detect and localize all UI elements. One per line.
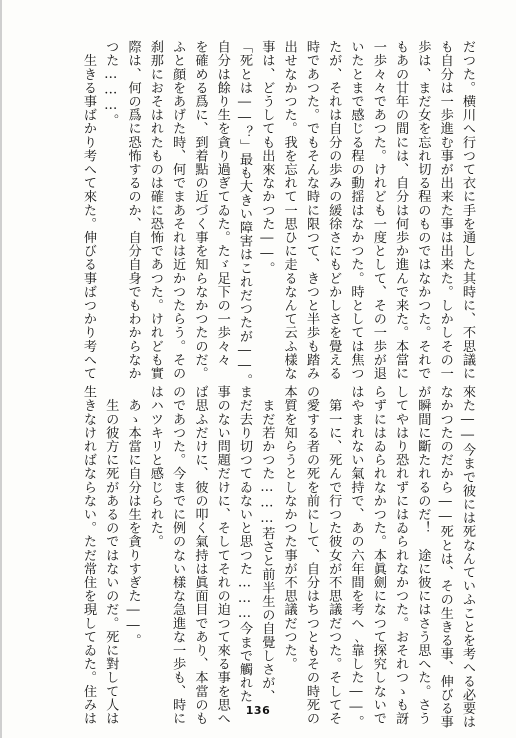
text-column: 來た――今まで彼には死なんていふことを考へる必要は	[460, 385, 475, 729]
text-column: なかつたのだから――死とは、その生きる事、伸びる事	[437, 385, 453, 729]
text-column: 際は、何の爲に恐怖するのか、自分自身でもわからなか	[125, 40, 141, 380]
text-column: 出せなかつた。我を忘れて一思ひに走るなんて云ふ樣な	[281, 40, 297, 380]
text-column: 自分は餘り生を貪り過ぎてゐた。たゞ足下の一歩々々	[214, 40, 230, 367]
text-column: 生の彼方に死があるのではないのだ。死に對して人は	[103, 385, 119, 725]
text-column: 歩は、まだ女を忘れ切る程のものではなかつた。それで	[415, 40, 431, 380]
text-column: ふと顔をあげた時、何でまあそれは近かつたらう。その	[170, 40, 186, 380]
text-column: 刹那におそはれたものは確に恐怖であつた。けれども實	[147, 40, 163, 380]
text-column: 一歩々々であつた。けれども一度として、その一歩が退	[370, 40, 386, 380]
text-column: が瞬間に斷たれるのだ！ 途に彼にはさう思へた。さう	[415, 385, 431, 725]
text-column: はやまれない氣持で、あの六年間を考へ､靠した――。	[348, 385, 364, 729]
text-column: まだ若かつた………若さと前半生の自覺しさが、	[259, 385, 275, 704]
page-edge	[0, 0, 2, 738]
text-column: 生きなければならない。ただ常住を現してゐた。住みは	[80, 385, 96, 725]
text-column: 第一に、死んで行つた彼女が不思議だつた。そしてそ	[326, 385, 342, 725]
text-column: らずにはゐられなかつた。本眞劍になつて探究しないで	[370, 385, 386, 725]
text-column: 生きる事ばかり考へて來た。伸びる事ばつかり考へて	[80, 40, 96, 380]
text-block-top	[77, 40, 478, 388]
text-column: してやはり恐れずにはゐられなかつた。おそれつゝも訝	[393, 385, 409, 725]
page-number: 136	[245, 704, 271, 717]
text-column: いたとまで感じる程の動揺はなかつた。時としては焦つ	[348, 40, 364, 380]
text-column: 「死とは――？」最も大きい障害はこれだつたが――。	[237, 40, 253, 388]
text-column: だつた。横川へ行つて衣に手を通した其時に、不思議に	[460, 40, 475, 380]
text-column: あゝ本當に自分は生を貪りすぎた――。	[125, 385, 141, 647]
text-column: も自分は一歩進む事が出来た事は出来た。しかしその一	[437, 40, 453, 380]
text-column: もあの廿年の間には、自分は何歩か進んで来た。本當に	[393, 40, 409, 380]
text-column: はハツキリと感じられた。	[147, 385, 163, 549]
text-column: のであつた。今までに例のない樣な急進な一歩も、時に	[170, 385, 186, 725]
text-column: 時であつた。でもそんな時に限つて、きつと半歩も踏み	[303, 40, 319, 380]
text-column: ば思ふだけに、彼の叩く氣持は眞面目であり、本當のも	[192, 385, 208, 725]
text-column: 事のない問題だけに、そしてそれの迫つて來る事を思へ	[214, 385, 230, 725]
text-column: 本質を知らうとしなかつた事が不思議だつた。	[281, 385, 297, 671]
text-column: たが、それは自分の歩みの緩徐さにもどかしさを覺える	[326, 40, 342, 380]
text-column: の愛する者の死を前にして、自分はちつともその時死の	[303, 385, 319, 725]
text-column: つた………。	[103, 40, 119, 127]
text-column: を確める爲に、到着點の近づく事を知らなかつたのだ。	[192, 40, 208, 380]
text-column: 事は、どうしても出來なかつた――。	[259, 40, 275, 275]
text-column: まだ去り切つてゐないと思つた………今まで觸れた	[237, 385, 253, 704]
